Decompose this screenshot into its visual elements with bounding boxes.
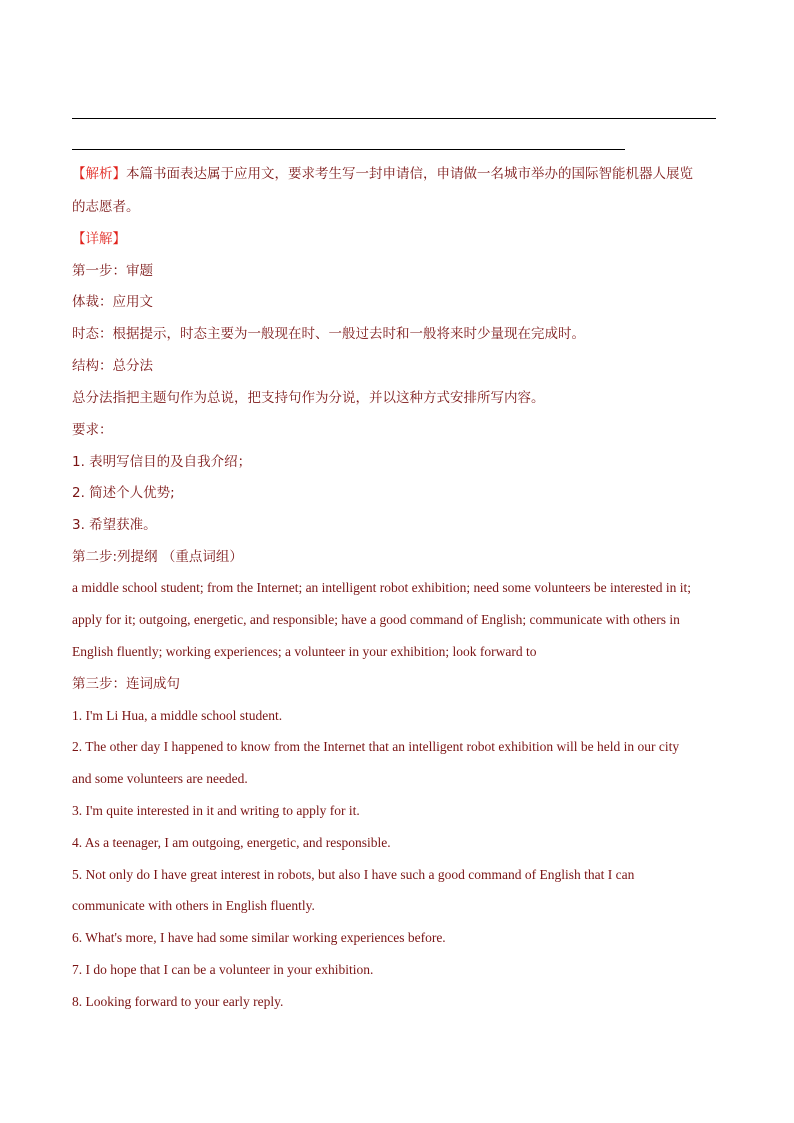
detail-tag: 【详解】 bbox=[72, 231, 126, 247]
analysis-line-1 bbox=[72, 164, 722, 184]
requirement-item: 3. 希望获准。 bbox=[72, 517, 157, 533]
step1-title: 第一步：审题 bbox=[72, 263, 153, 279]
requirement-item: 2. 简述个人优势; bbox=[72, 485, 175, 501]
step1-structure-desc: 总分法指把主题句作为总说，把支持句作为分说，并以这种方式安排所写内容。 bbox=[72, 390, 545, 406]
sentence-line: communicate with others in English fluently. bbox=[72, 898, 315, 913]
step3-title: 第三步：连词成句 bbox=[72, 676, 180, 692]
step1-genre: 体裁：应用文 bbox=[72, 294, 153, 310]
sentence-line: 3. I'm quite interested in it and writing to apply for it. bbox=[72, 803, 360, 818]
sentence-line: 1. I'm Li Hua, a middle school student. bbox=[72, 708, 283, 723]
answer-line-2 bbox=[72, 149, 625, 150]
step2-title: 第二步:列提纲 （重点词组） bbox=[72, 549, 243, 565]
answer-line-1 bbox=[72, 118, 716, 119]
analysis-tag: 【解析】 bbox=[72, 166, 126, 182]
phrases-line: English fluently; working experiences; a volunteer in your exhibition; look forward to bbox=[72, 644, 537, 659]
sentence-line: 6. What's more, I have had some similar working experiences before. bbox=[72, 930, 446, 945]
phrases-line: apply for it; outgoing, energetic, and responsible; have a good command of English; communicate with others in bbox=[72, 612, 680, 627]
step1-req-title: 要求： bbox=[72, 422, 113, 438]
sentence-line: 5. Not only do I have great interest in robots, but also I have such a good command of English that I can bbox=[72, 867, 635, 882]
sentence-line: 2. The other day I happened to know from the Internet that an intelligent robot exhibition will be held in our city bbox=[72, 739, 680, 754]
phrases-line: a middle school student; from the Internet; an intelligent robot exhibition; need some volunteers be interested in it; bbox=[72, 580, 691, 595]
requirement-item: 1. 表明写信目的及自我介绍； bbox=[72, 454, 252, 470]
step1-tense: 时态：根据提示，时态主要为一般现在时、一般过去时和一般将来时少量现在完成时。 bbox=[72, 326, 585, 342]
sentence-line: and some volunteers are needed. bbox=[72, 771, 248, 786]
step1-structure: 结构：总分法 bbox=[72, 358, 153, 374]
analysis-text: 本篇书面表达属于应用文，要求考生写一封申请信，申请做一名城市举办的国际智能机器人展览 bbox=[126, 166, 693, 182]
sentence-line: 8. Looking forward to your early reply. bbox=[72, 994, 284, 1009]
sentence-line: 7. I do hope that I can be a volunteer in your exhibition. bbox=[72, 962, 374, 977]
sentence-line: 4. As a teenager, I am outgoing, energetic, and responsible. bbox=[72, 835, 391, 850]
analysis-line-2: 的志愿者。 bbox=[72, 199, 140, 215]
